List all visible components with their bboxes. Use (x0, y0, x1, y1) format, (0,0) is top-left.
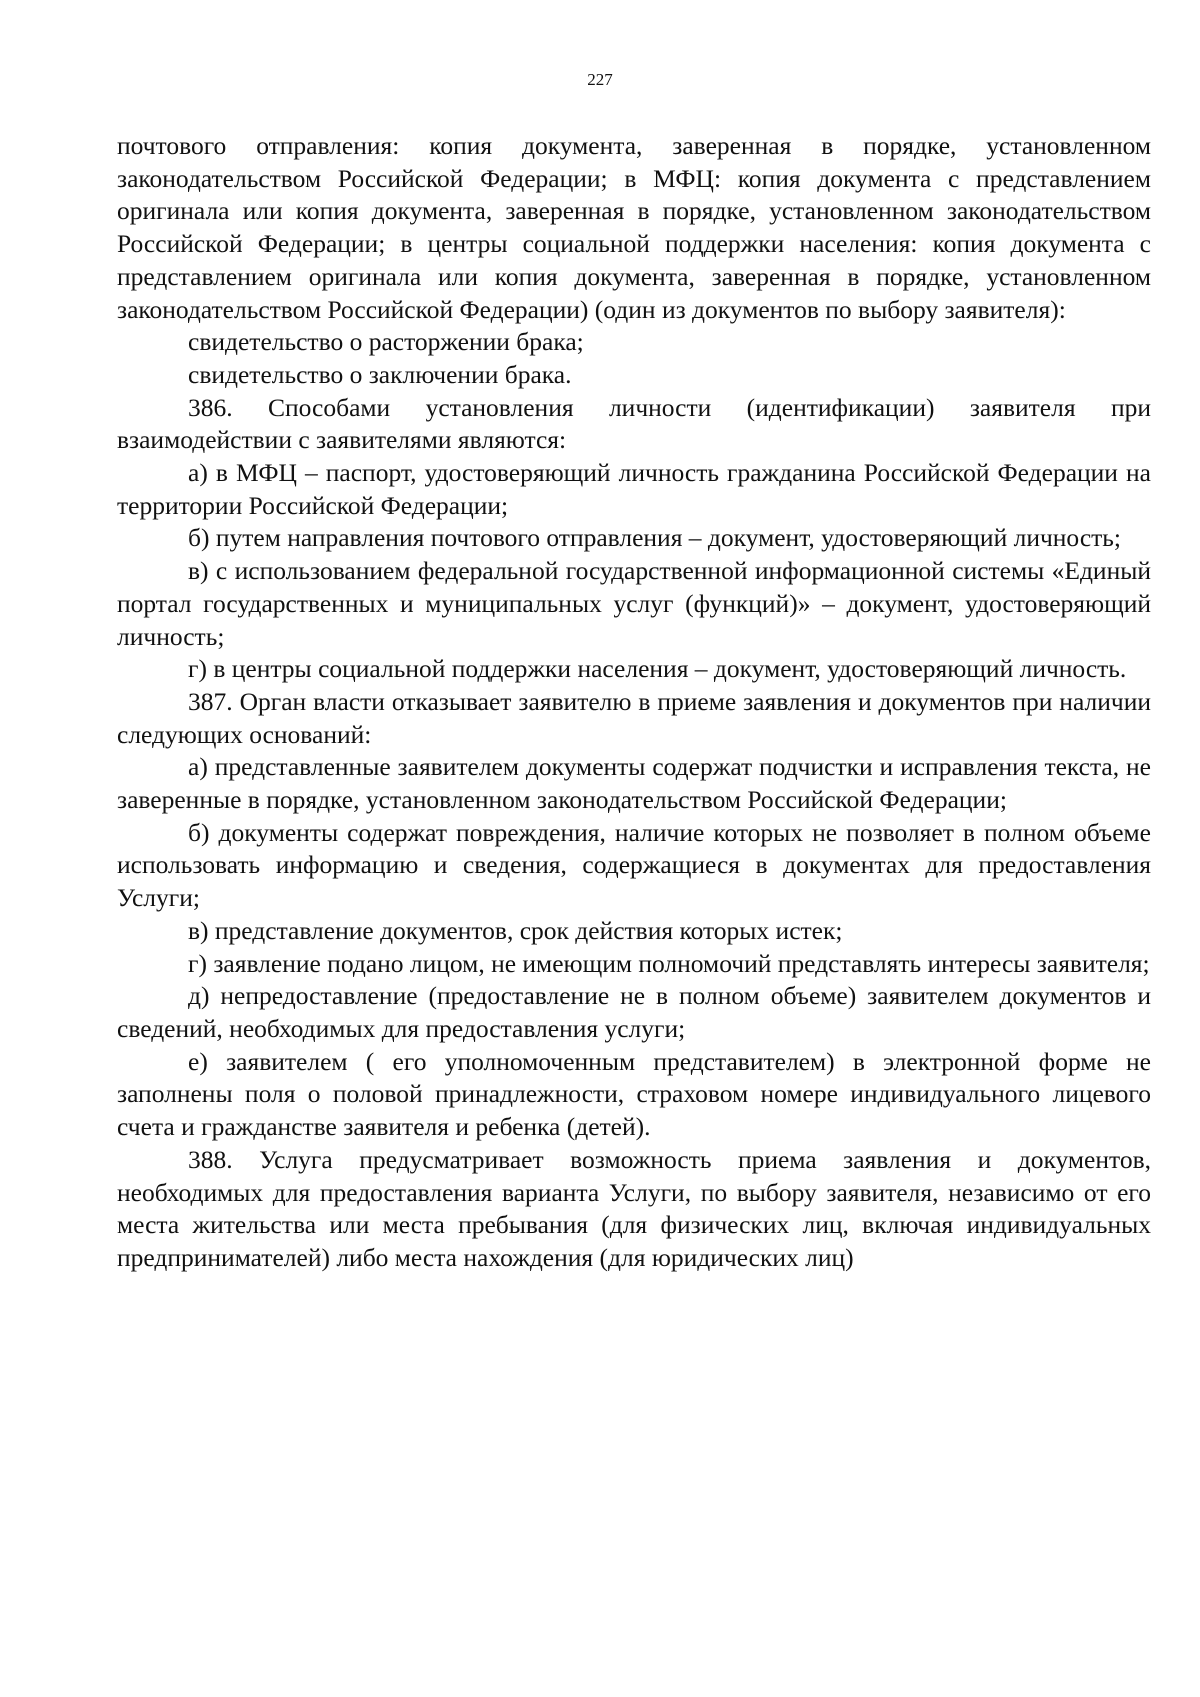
paragraph-387-e: е) заявителем ( его уполномоченным представителем) в электронной форме не заполнены поля о половой принадлежности, страховом номере индивидуального лицевого счета и гражданстве заявителя и ребенка (детей). (117, 1046, 1151, 1142)
paragraph-386: 386. Способами установления личности (идентификации) заявителя при взаимодействии с заявителями являются: (117, 392, 1151, 455)
paragraph-continuation: почтового отправления: копия документа, заверенная в порядке, установленном законодательством Российской Федерации; в МФЦ: копия документа с представлением оригинала или копия документа, заверенная в порядке, установленном законодательством Российской Федерации; в центры социальной поддержки населения: копия документа с представлением оригинала или копия документа, заверенная в порядке, установленном законодательством Российской Федерации) (один из документов по выбору заявителя): (117, 131, 1151, 324)
paragraph-386-b: б) путем направления почтового отправления – документ, удостоверяющий личность; (188, 523, 1121, 553)
paragraph-388: 388. Услуга предусматривает возможность приема заявления и документов, необходимых для предоставления варианта Услуги, по выбору заявителя, независимо от его места жительства или места пребывания (для физических лиц, включая индивидуальных предпринимателей) либо места нахождения (для юридических лиц) (117, 1144, 1151, 1272)
paragraph-divorce-certificate: свидетельство о расторжении брака; (188, 327, 584, 357)
paragraph-387-b: б) документы содержат повреждения, наличие которых не позволяет в полном объеме использовать информацию и сведения, содержащиеся в документах для предоставления Услуги; (117, 817, 1151, 913)
paragraph-387-v: в) представление документов, срок действия которых истек; (188, 915, 843, 945)
paragraph-387-a: а) представленные заявителем документы содержат подчистки и исправления текста, не заверенные в порядке, установленном законодательством Российской Федерации; (117, 752, 1151, 815)
paragraph-387-g: г) заявление подано лицом, не имеющим полномочий представлять интересы заявителя; (188, 948, 1150, 978)
page-number: 227 (587, 70, 613, 89)
paragraph-387: 387. Орган власти отказывает заявителю в приеме заявления и документов при наличии следующих оснований: (117, 686, 1151, 749)
paragraph-387-d: д) непредоставление (предоставление не в полном объеме) заявителем документов и сведений, необходимых для предоставления услуги; (117, 981, 1151, 1043)
paragraph-386-g: г) в центры социальной поддержки населения – документ, удостоверяющий личность. (188, 654, 1127, 684)
paragraph-marriage-certificate: свидетельство о заключении брака. (188, 359, 572, 389)
paragraph-386-v: в) с использованием федеральной государственной информационной системы «Единый портал государственных и муниципальных услуг (функций)» – документ, удостоверяющий личность; (117, 556, 1151, 651)
paragraph-386-a: а) в МФЦ – паспорт, удостоверяющий личность гражданина Российской Федерации на территории Российской Федерации; (117, 458, 1151, 520)
document-body (117, 130, 1151, 1275)
